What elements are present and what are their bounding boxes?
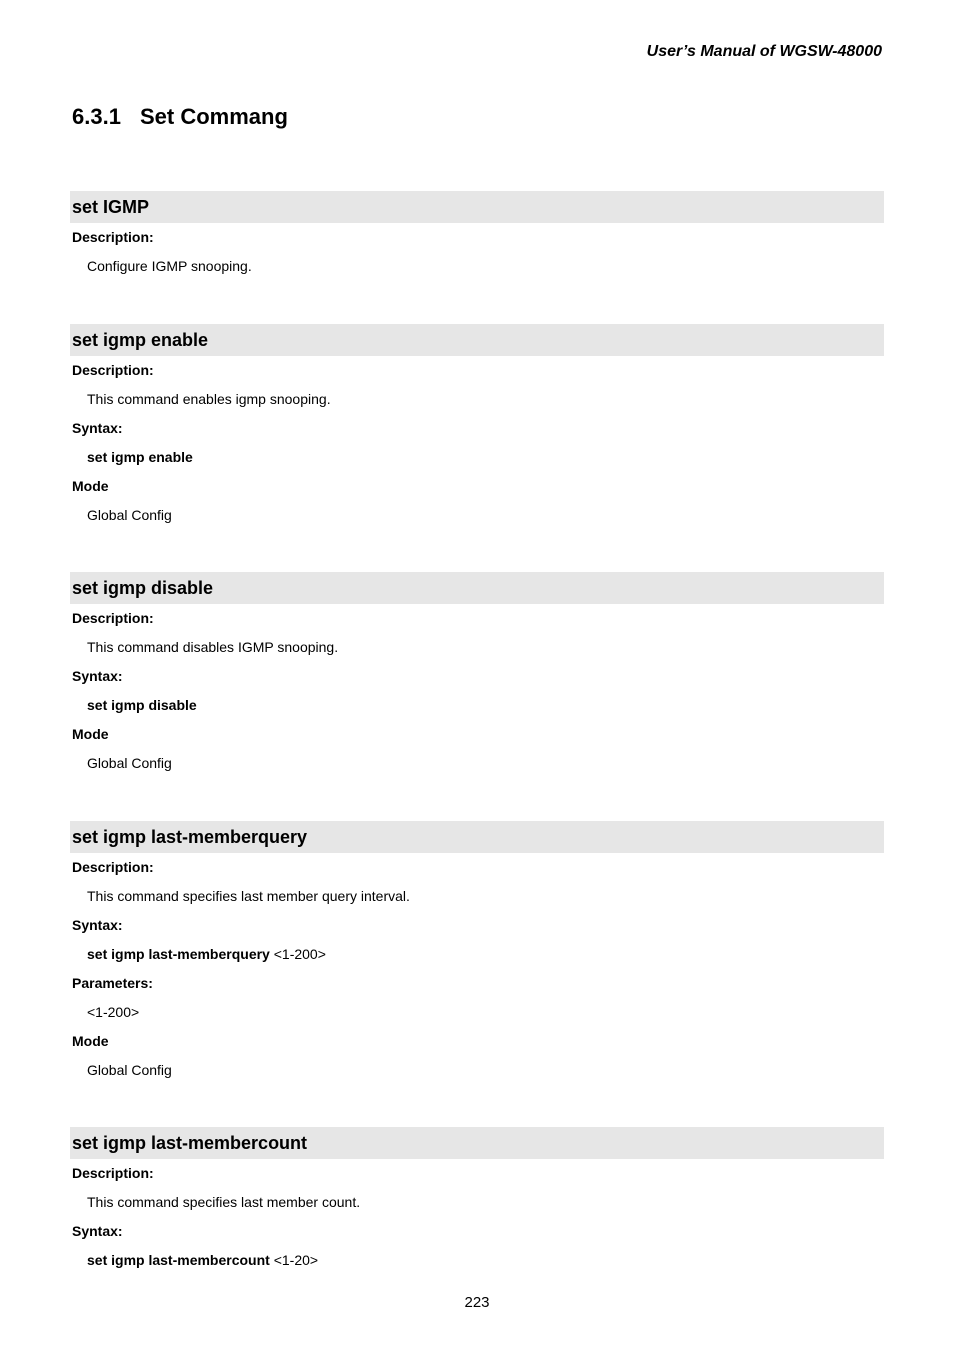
- syntax-command: set igmp enable: [87, 449, 193, 465]
- syntax-label: Syntax:: [72, 668, 123, 684]
- command-section-set-igmp-last-membercount: [70, 1127, 884, 1275]
- parameters-label: Parameters:: [72, 975, 153, 991]
- description-text: This command disables IGMP snooping.: [87, 639, 339, 655]
- parameters-text: <1-200>: [87, 1004, 140, 1020]
- syntax-line: [70, 940, 884, 969]
- description-text: This command specifies last member count.: [87, 1194, 361, 1210]
- description-label: Description:: [72, 1165, 154, 1181]
- mode-label: Mode: [72, 1033, 109, 1049]
- syntax-label: Syntax:: [72, 917, 123, 933]
- command-heading: set igmp enable: [70, 324, 884, 356]
- mode-label: Mode: [72, 478, 109, 494]
- syntax-line: [70, 443, 884, 472]
- description-label: Description:: [72, 362, 154, 378]
- description-text: This command enables igmp snooping.: [87, 391, 331, 407]
- syntax-label: Syntax:: [72, 1223, 123, 1239]
- syntax-command: set igmp last-memberquery: [87, 946, 270, 962]
- mode-label: Mode: [72, 726, 109, 742]
- syntax-label: Syntax:: [72, 420, 123, 436]
- description-text: This command specifies last member query interval.: [87, 888, 410, 904]
- page-number: 223: [464, 1294, 490, 1311]
- command-heading: set igmp last-memberquery: [70, 821, 884, 853]
- command-section-set-igmp-enable: [70, 324, 884, 530]
- command-section-set-igmp-disable: [70, 572, 884, 778]
- syntax-line: [70, 691, 884, 720]
- description-label: Description:: [72, 859, 154, 875]
- command-heading: set IGMP: [70, 191, 884, 223]
- section-number: 6.3.1: [72, 104, 121, 129]
- section-title: Set Commang: [140, 104, 288, 129]
- description-text: Configure IGMP snooping.: [87, 258, 252, 274]
- command-section-set-igmp: [70, 191, 884, 281]
- description-label: Description:: [72, 610, 154, 626]
- syntax-command: set igmp disable: [87, 697, 197, 713]
- command-heading: set igmp disable: [70, 572, 884, 604]
- page-title: [72, 104, 288, 130]
- command-section-set-igmp-last-memberquery: [70, 821, 884, 1085]
- running-header: User’s Manual of WGSW-48000: [646, 43, 882, 60]
- syntax-line: [70, 1246, 884, 1275]
- command-heading: set igmp last-membercount: [70, 1127, 884, 1159]
- syntax-command: set igmp last-membercount: [87, 1252, 270, 1268]
- description-label: Description:: [72, 229, 154, 245]
- mode-text: Global Config: [87, 507, 172, 523]
- syntax-argument: <1-200>: [269, 946, 326, 962]
- mode-text: Global Config: [87, 1062, 172, 1078]
- syntax-argument: <1-20>: [269, 1252, 319, 1268]
- mode-text: Global Config: [87, 755, 172, 771]
